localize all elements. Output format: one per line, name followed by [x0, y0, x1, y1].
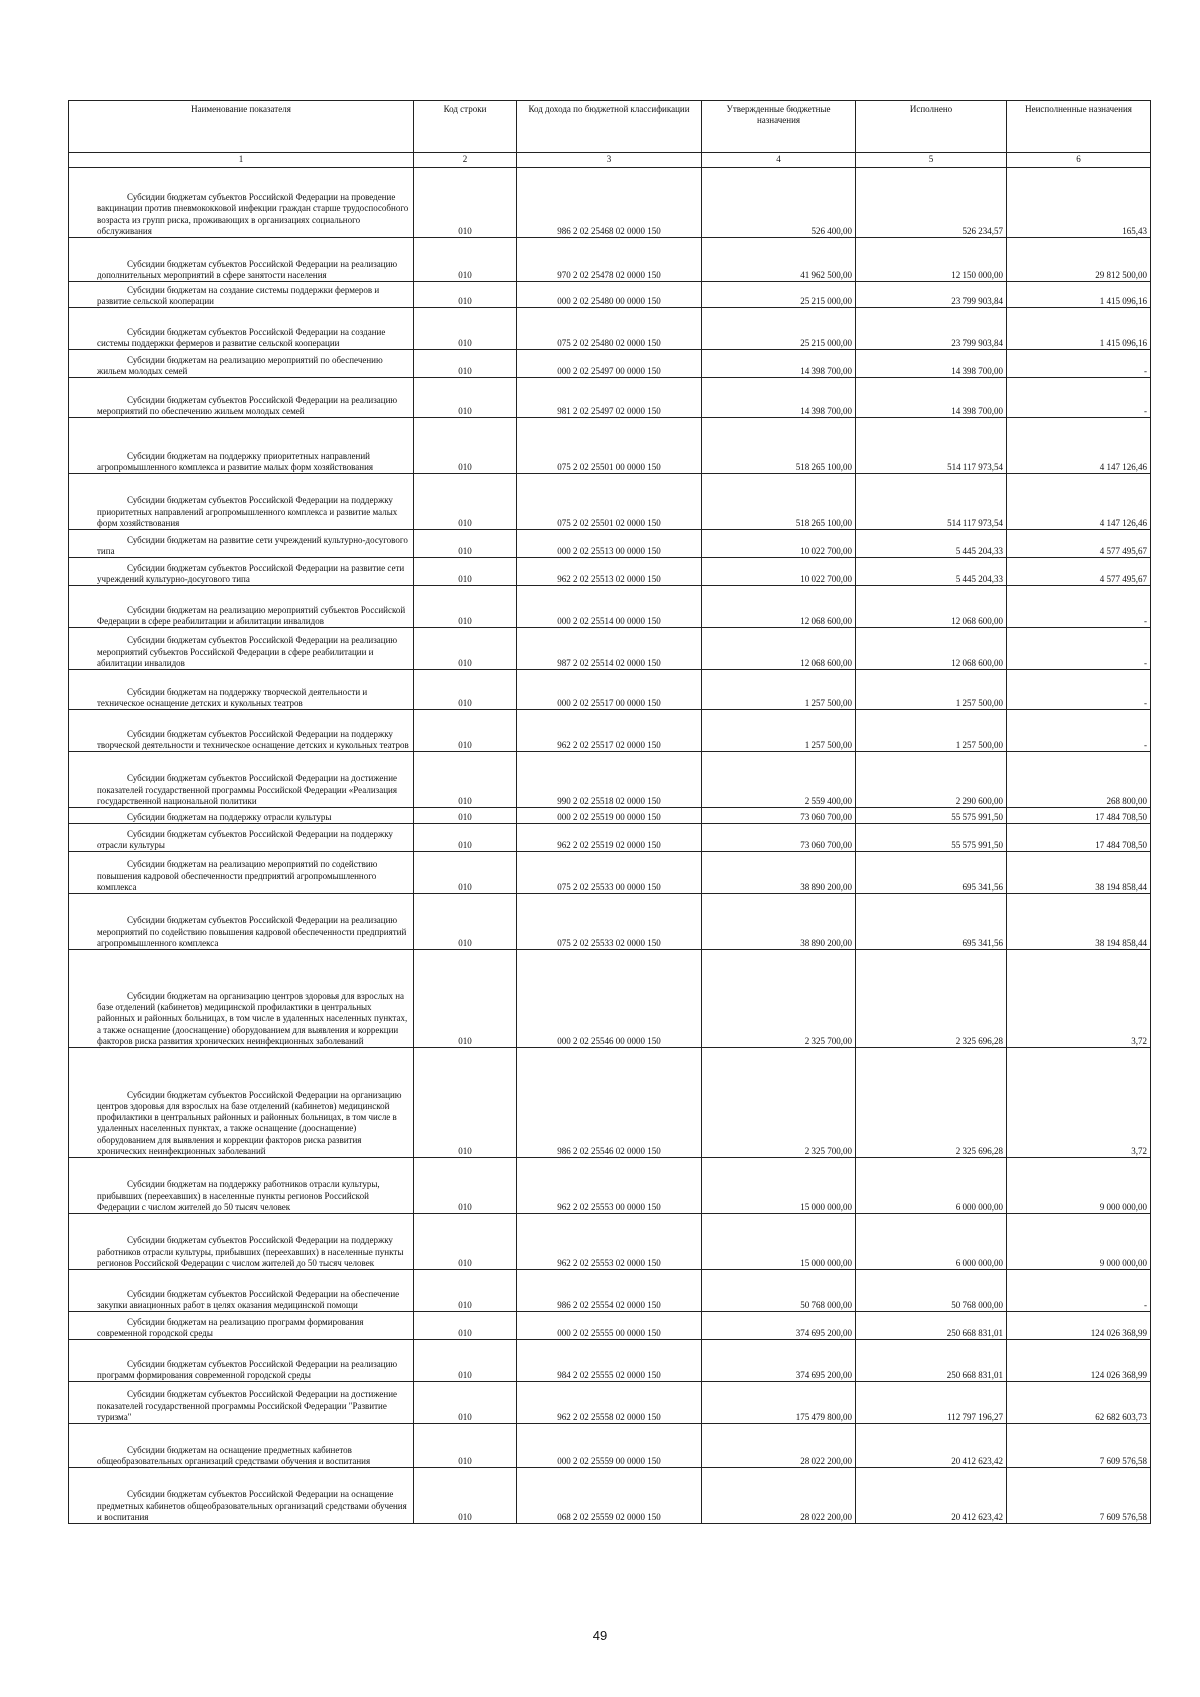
- row-executed: 55 575 991,50: [856, 808, 1007, 824]
- row-executed: 12 068 600,00: [856, 586, 1007, 628]
- row-name: Субсидии бюджетам на создание системы поддержки фермеров и развитие сельской кооперации: [69, 282, 414, 308]
- table-row: [69, 950, 1151, 1048]
- row-executed: 250 668 831,01: [856, 1340, 1007, 1382]
- row-approved: 38 890 200,00: [702, 894, 856, 950]
- row-code: 010: [414, 350, 517, 378]
- row-code: 010: [414, 852, 517, 894]
- row-name: Субсидии бюджетам субъектов Российской Федерации на реализацию мероприятий субъектов Российской Федерации в сфере реабилитации и абилитации инвалидов: [69, 628, 414, 670]
- row-kbk: 000 2 02 25497 00 0000 150: [517, 350, 702, 378]
- table-body: [69, 168, 1151, 1524]
- row-approved: 15 000 000,00: [702, 1214, 856, 1270]
- row-unexecuted: 38 194 858,44: [1007, 852, 1151, 894]
- column-number: 1: [69, 153, 414, 168]
- row-approved: 41 962 500,00: [702, 238, 856, 282]
- row-kbk: 986 2 02 25468 02 0000 150: [517, 168, 702, 238]
- row-unexecuted: -: [1007, 628, 1151, 670]
- row-kbk: 000 2 02 25480 00 0000 150: [517, 282, 702, 308]
- row-kbk: 987 2 02 25514 02 0000 150: [517, 628, 702, 670]
- table-row: [69, 894, 1151, 950]
- column-number-row: [69, 153, 1151, 168]
- row-unexecuted: 1 415 096,16: [1007, 282, 1151, 308]
- row-unexecuted: 3,72: [1007, 950, 1151, 1048]
- header-cell: Наименование показателя: [69, 101, 414, 153]
- row-name: Субсидии бюджетам субъектов Российской Федерации на оснащение предметных кабинетов общеобразовательных организаций средствами обучения и воспитания: [69, 1468, 414, 1524]
- row-kbk: 075 2 02 25501 02 0000 150: [517, 474, 702, 530]
- row-code: 010: [414, 586, 517, 628]
- table-row: [69, 378, 1151, 418]
- column-number: 3: [517, 153, 702, 168]
- table-row: [69, 586, 1151, 628]
- row-approved: 50 768 000,00: [702, 1270, 856, 1312]
- row-kbk: 000 2 02 25519 00 0000 150: [517, 808, 702, 824]
- row-approved: 12 068 600,00: [702, 586, 856, 628]
- row-executed: 23 799 903,84: [856, 282, 1007, 308]
- column-number: 4: [702, 153, 856, 168]
- row-name: Субсидии бюджетам субъектов Российской Федерации на реализацию мероприятий по обеспечению жильем молодых семей: [69, 378, 414, 418]
- table-row: [69, 1424, 1151, 1468]
- row-code: 010: [414, 950, 517, 1048]
- row-approved: 38 890 200,00: [702, 852, 856, 894]
- row-kbk: 986 2 02 25546 02 0000 150: [517, 1048, 702, 1158]
- table-row: [69, 852, 1151, 894]
- row-name: Субсидии бюджетам субъектов Российской Федерации на организацию центров здоровья для взрослых на базе отделений (кабинетов) медицинской профилактики в центральных районных и районных больницах, в том числе в удаленных населенных пунктах, а также оснащение (дооснащение) оборудованием для выявления и коррекции факторов риска развития хронических неинфекционных заболеваний: [69, 1048, 414, 1158]
- page-number: 49: [592, 1628, 608, 1643]
- row-unexecuted: 1 415 096,16: [1007, 308, 1151, 350]
- row-code: 010: [414, 418, 517, 474]
- table-row: [69, 474, 1151, 530]
- row-approved: 73 060 700,00: [702, 808, 856, 824]
- row-executed: 2 325 696,28: [856, 1048, 1007, 1158]
- row-code: 010: [414, 894, 517, 950]
- row-name: Субсидии бюджетам субъектов Российской Федерации на поддержку приоритетных направлений агропромышленного комплекса и развитие малых форм хозяйствования: [69, 474, 414, 530]
- row-executed: 514 117 973,54: [856, 474, 1007, 530]
- table-row: [69, 350, 1151, 378]
- row-code: 010: [414, 238, 517, 282]
- row-name: Субсидии бюджетам субъектов Российской Федерации на реализацию дополнительных мероприятий в сфере занятости населения: [69, 238, 414, 282]
- header-cell: Код дохода по бюджетной классификации: [517, 101, 702, 153]
- row-kbk: 075 2 02 25480 02 0000 150: [517, 308, 702, 350]
- row-unexecuted: 38 194 858,44: [1007, 894, 1151, 950]
- row-kbk: 962 2 02 25553 02 0000 150: [517, 1214, 702, 1270]
- header-cell: Исполнено: [856, 101, 1007, 153]
- row-approved: 518 265 100,00: [702, 474, 856, 530]
- row-unexecuted: 9 000 000,00: [1007, 1158, 1151, 1214]
- row-approved: 14 398 700,00: [702, 378, 856, 418]
- row-executed: 695 341,56: [856, 894, 1007, 950]
- row-approved: 25 215 000,00: [702, 308, 856, 350]
- row-name: Субсидии бюджетам на поддержку приоритетных направлений агропромышленного комплекса и развитие малых форм хозяйствования: [69, 418, 414, 474]
- row-code: 010: [414, 1048, 517, 1158]
- row-executed: 1 257 500,00: [856, 710, 1007, 752]
- row-name: Субсидии бюджетам на поддержку отрасли культуры: [69, 808, 414, 824]
- row-unexecuted: 4 577 495,67: [1007, 530, 1151, 558]
- row-kbk: 962 2 02 25517 02 0000 150: [517, 710, 702, 752]
- row-executed: 6 000 000,00: [856, 1158, 1007, 1214]
- row-executed: 5 445 204,33: [856, 558, 1007, 586]
- row-executed: 14 398 700,00: [856, 378, 1007, 418]
- row-name: Субсидии бюджетам на поддержку творческой деятельности и техническое оснащение детских и кукольных театров: [69, 670, 414, 710]
- table-row: [69, 238, 1151, 282]
- row-kbk: 000 2 02 25546 00 0000 150: [517, 950, 702, 1048]
- row-approved: 2 325 700,00: [702, 1048, 856, 1158]
- row-executed: 6 000 000,00: [856, 1214, 1007, 1270]
- row-code: 010: [414, 378, 517, 418]
- row-kbk: 962 2 02 25558 02 0000 150: [517, 1382, 702, 1424]
- row-kbk: 000 2 02 25513 00 0000 150: [517, 530, 702, 558]
- row-kbk: 000 2 02 25555 00 0000 150: [517, 1312, 702, 1340]
- row-approved: 518 265 100,00: [702, 418, 856, 474]
- row-kbk: 990 2 02 25518 02 0000 150: [517, 752, 702, 808]
- row-kbk: 000 2 02 25559 00 0000 150: [517, 1424, 702, 1468]
- row-kbk: 962 2 02 25519 02 0000 150: [517, 824, 702, 852]
- row-executed: 1 257 500,00: [856, 670, 1007, 710]
- row-name: Субсидии бюджетам на реализацию мероприятий по обеспечению жильем молодых семей: [69, 350, 414, 378]
- row-executed: 14 398 700,00: [856, 350, 1007, 378]
- row-code: 010: [414, 308, 517, 350]
- row-unexecuted: 7 609 576,58: [1007, 1424, 1151, 1468]
- row-approved: 28 022 200,00: [702, 1468, 856, 1524]
- row-unexecuted: -: [1007, 1270, 1151, 1312]
- row-unexecuted: 3,72: [1007, 1048, 1151, 1158]
- row-kbk: 962 2 02 25553 00 0000 150: [517, 1158, 702, 1214]
- row-unexecuted: 4 147 126,46: [1007, 418, 1151, 474]
- row-executed: 514 117 973,54: [856, 418, 1007, 474]
- table-row: [69, 418, 1151, 474]
- row-name: Субсидии бюджетам субъектов Российской Федерации на реализацию мероприятий по содействию повышения кадровой обеспеченности предприятий агропромышленного комплекса: [69, 894, 414, 950]
- row-name: Субсидии бюджетам на реализацию мероприятий субъектов Российской Федерации в сфере реабилитации и абилитации инвалидов: [69, 586, 414, 628]
- row-unexecuted: 17 484 708,50: [1007, 824, 1151, 852]
- row-kbk: 000 2 02 25514 00 0000 150: [517, 586, 702, 628]
- row-executed: 2 325 696,28: [856, 950, 1007, 1048]
- header-cell: Неисполненные назначения: [1007, 101, 1151, 153]
- row-name: Субсидии бюджетам на поддержку работников отрасли культуры, прибывших (переехавших) в населенные пункты регионов Российской Федерации с числом жителей до 50 тысяч человек: [69, 1158, 414, 1214]
- row-kbk: 984 2 02 25555 02 0000 150: [517, 1340, 702, 1382]
- row-code: 010: [414, 282, 517, 308]
- row-unexecuted: -: [1007, 586, 1151, 628]
- row-code: 010: [414, 808, 517, 824]
- row-executed: 12 150 000,00: [856, 238, 1007, 282]
- row-executed: 526 234,57: [856, 168, 1007, 238]
- row-code: 010: [414, 710, 517, 752]
- table-row: [69, 824, 1151, 852]
- row-approved: 2 325 700,00: [702, 950, 856, 1048]
- row-kbk: 068 2 02 25559 02 0000 150: [517, 1468, 702, 1524]
- column-number: 2: [414, 153, 517, 168]
- row-approved: 25 215 000,00: [702, 282, 856, 308]
- row-code: 010: [414, 1214, 517, 1270]
- row-name: Субсидии бюджетам субъектов Российской Федерации на достижение показателей государственной программы Российской Федерации "Развитие туризма": [69, 1382, 414, 1424]
- row-executed: 50 768 000,00: [856, 1270, 1007, 1312]
- row-unexecuted: 268 800,00: [1007, 752, 1151, 808]
- row-unexecuted: 62 682 603,73: [1007, 1382, 1151, 1424]
- table-row: [69, 1270, 1151, 1312]
- row-executed: 5 445 204,33: [856, 530, 1007, 558]
- row-code: 010: [414, 530, 517, 558]
- row-name: Субсидии бюджетам на организацию центров здоровья для взрослых на базе отделений (кабинетов) медицинской профилактики в центральных районных и районных больницах, в том числе в удаленных населенных пунктах, а также оснащение (дооснащение) оборудованием для выявления и коррекции факторов риска развития хронических неинфекционных заболеваний: [69, 950, 414, 1048]
- row-name: Субсидии бюджетам субъектов Российской Федерации на развитие сети учреждений культурно-досугового типа: [69, 558, 414, 586]
- row-approved: 175 479 800,00: [702, 1382, 856, 1424]
- row-approved: 10 022 700,00: [702, 558, 856, 586]
- row-approved: 14 398 700,00: [702, 350, 856, 378]
- row-approved: 15 000 000,00: [702, 1158, 856, 1214]
- row-name: Субсидии бюджетам субъектов Российской Федерации на проведение вакцинации против пневмококковой инфекции граждан старше трудоспособного возраста из групп риска, проживающих в организациях социального обслуживания: [69, 168, 414, 238]
- row-approved: 1 257 500,00: [702, 710, 856, 752]
- row-unexecuted: -: [1007, 710, 1151, 752]
- table-row: [69, 808, 1151, 824]
- row-name: Субсидии бюджетам на развитие сети учреждений культурно-досугового типа: [69, 530, 414, 558]
- row-kbk: 962 2 02 25513 02 0000 150: [517, 558, 702, 586]
- row-code: 010: [414, 474, 517, 530]
- row-code: 010: [414, 1340, 517, 1382]
- table-row: [69, 530, 1151, 558]
- row-code: 010: [414, 1270, 517, 1312]
- income-table: [68, 100, 1151, 1524]
- row-executed: 55 575 991,50: [856, 824, 1007, 852]
- row-name: Субсидии бюджетам субъектов Российской Федерации на поддержку работников отрасли культуры, прибывших (переехавших) в населенные пункты регионов Российской Федерации с числом жителей до 50 тысяч человек: [69, 1214, 414, 1270]
- table-row: [69, 282, 1151, 308]
- row-kbk: 075 2 02 25533 02 0000 150: [517, 894, 702, 950]
- row-executed: 695 341,56: [856, 852, 1007, 894]
- row-code: 010: [414, 824, 517, 852]
- row-name: Субсидии бюджетам субъектов Российской Федерации на поддержку отрасли культуры: [69, 824, 414, 852]
- row-name: Субсидии бюджетам субъектов Российской Федерации на обеспечение закупки авиационных работ в целях оказания медицинской помощи: [69, 1270, 414, 1312]
- table-row: [69, 558, 1151, 586]
- row-code: 010: [414, 1382, 517, 1424]
- row-unexecuted: 9 000 000,00: [1007, 1214, 1151, 1270]
- row-unexecuted: 4 577 495,67: [1007, 558, 1151, 586]
- row-code: 010: [414, 1158, 517, 1214]
- table-row: [69, 752, 1151, 808]
- table-row: [69, 1214, 1151, 1270]
- table-row: [69, 1048, 1151, 1158]
- row-approved: 73 060 700,00: [702, 824, 856, 852]
- table-row: [69, 168, 1151, 238]
- row-executed: 20 412 623,42: [856, 1424, 1007, 1468]
- row-unexecuted: 124 026 368,99: [1007, 1340, 1151, 1382]
- header-cell: Утвержденные бюджетные назначения: [702, 101, 856, 153]
- row-approved: 10 022 700,00: [702, 530, 856, 558]
- table-row: [69, 1468, 1151, 1524]
- row-approved: 526 400,00: [702, 168, 856, 238]
- row-kbk: 075 2 02 25533 00 0000 150: [517, 852, 702, 894]
- row-unexecuted: 4 147 126,46: [1007, 474, 1151, 530]
- row-code: 010: [414, 558, 517, 586]
- row-kbk: 000 2 02 25517 00 0000 150: [517, 670, 702, 710]
- row-executed: 112 797 196,27: [856, 1382, 1007, 1424]
- table-row: [69, 1382, 1151, 1424]
- row-code: 010: [414, 670, 517, 710]
- table-row: [69, 1158, 1151, 1214]
- row-unexecuted: 17 484 708,50: [1007, 808, 1151, 824]
- column-number: 5: [856, 153, 1007, 168]
- table-row: [69, 710, 1151, 752]
- row-kbk: 075 2 02 25501 00 0000 150: [517, 418, 702, 474]
- row-approved: 1 257 500,00: [702, 670, 856, 710]
- row-name: Субсидии бюджетам на реализацию мероприятий по содействию повышения кадровой обеспеченности предприятий агропромышленного комплекса: [69, 852, 414, 894]
- row-code: 010: [414, 752, 517, 808]
- row-code: 010: [414, 628, 517, 670]
- row-approved: 374 695 200,00: [702, 1312, 856, 1340]
- row-executed: 2 290 600,00: [856, 752, 1007, 808]
- row-name: Субсидии бюджетам субъектов Российской Федерации на реализацию программ формирования современной городской среды: [69, 1340, 414, 1382]
- row-unexecuted: 29 812 500,00: [1007, 238, 1151, 282]
- row-name: Субсидии бюджетам на реализацию программ формирования современной городской среды: [69, 1312, 414, 1340]
- header-row: [69, 101, 1151, 153]
- table-row: [69, 1340, 1151, 1382]
- row-unexecuted: 7 609 576,58: [1007, 1468, 1151, 1524]
- row-approved: 12 068 600,00: [702, 628, 856, 670]
- row-executed: 12 068 600,00: [856, 628, 1007, 670]
- row-name: Субсидии бюджетам субъектов Российской Федерации на создание системы поддержки фермеров и развитие сельской кооперации: [69, 308, 414, 350]
- row-name: Субсидии бюджетам субъектов Российской Федерации на поддержку творческой деятельности и техническое оснащение детских и кукольных театров: [69, 710, 414, 752]
- row-unexecuted: 124 026 368,99: [1007, 1312, 1151, 1340]
- table-row: [69, 1312, 1151, 1340]
- row-code: 010: [414, 1424, 517, 1468]
- row-name: Субсидии бюджетам на оснащение предметных кабинетов общеобразовательных организаций средствами обучения и воспитания: [69, 1424, 414, 1468]
- row-code: 010: [414, 1468, 517, 1524]
- row-kbk: 986 2 02 25554 02 0000 150: [517, 1270, 702, 1312]
- row-kbk: 981 2 02 25497 02 0000 150: [517, 378, 702, 418]
- row-name: Субсидии бюджетам субъектов Российской Федерации на достижение показателей государственной программы Российской Федерации «Реализация государственной национальной политики: [69, 752, 414, 808]
- row-code: 010: [414, 1312, 517, 1340]
- table-row: [69, 628, 1151, 670]
- row-code: 010: [414, 168, 517, 238]
- row-executed: 20 412 623,42: [856, 1468, 1007, 1524]
- row-executed: 250 668 831,01: [856, 1312, 1007, 1340]
- table-row: [69, 670, 1151, 710]
- report-sheet: [68, 100, 1150, 1524]
- row-unexecuted: -: [1007, 378, 1151, 418]
- table-row: [69, 308, 1151, 350]
- row-executed: 23 799 903,84: [856, 308, 1007, 350]
- row-unexecuted: 165,43: [1007, 168, 1151, 238]
- row-approved: 374 695 200,00: [702, 1340, 856, 1382]
- row-approved: 2 559 400,00: [702, 752, 856, 808]
- column-number: 6: [1007, 153, 1151, 168]
- header-cell: Код строки: [414, 101, 517, 153]
- row-kbk: 970 2 02 25478 02 0000 150: [517, 238, 702, 282]
- row-approved: 28 022 200,00: [702, 1424, 856, 1468]
- row-unexecuted: -: [1007, 350, 1151, 378]
- row-unexecuted: -: [1007, 670, 1151, 710]
